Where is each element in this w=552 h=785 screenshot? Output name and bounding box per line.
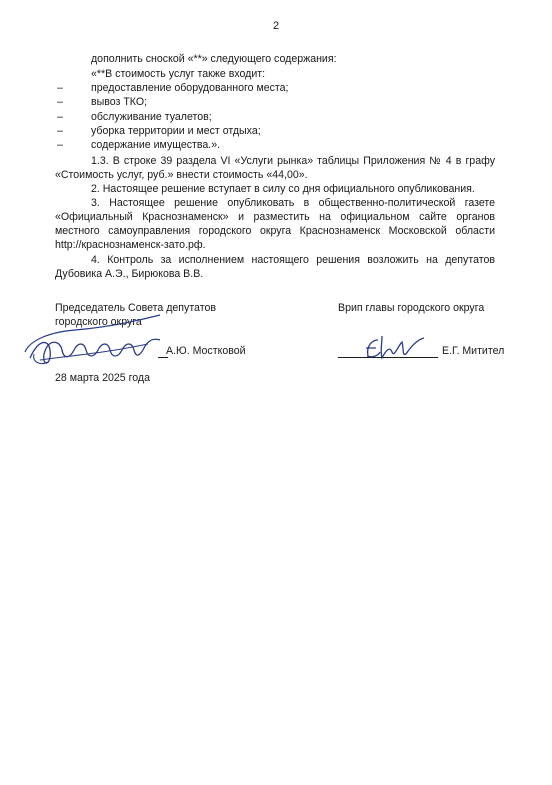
- intro-line-2: «**В стоимость услуг также входит:: [91, 68, 266, 80]
- chairman-name: А.Ю. Мостковой: [166, 345, 246, 357]
- head-name: Е.Г. Митител: [442, 345, 505, 357]
- chairman-title: Председатель Совета депутатов: [55, 302, 216, 314]
- head-title: Врип главы городского округа: [338, 302, 485, 314]
- paragraph-3-line-3: местного самоуправления городского округа Краснознаменск Московской области: [55, 225, 495, 237]
- paragraph-1-3-line-2: «Стоимость услуг, руб.» внести стоимость «44,00».: [55, 169, 308, 181]
- page-number: 2: [272, 20, 280, 32]
- paragraph-3-line-1: 3. Настоящее решение опубликовать в общественно-политической газете: [91, 197, 495, 209]
- paragraph-2: 2. Настоящее решение вступает в силу со дня официального опубликования.: [91, 183, 475, 195]
- bullet-text: содержание имущества.».: [91, 139, 221, 151]
- bullet-dash: –: [57, 111, 63, 123]
- paragraph-4-line-2: Дубовика А.Э., Бирюкова В.В.: [55, 268, 204, 280]
- bullet-dash: –: [57, 139, 63, 151]
- bullet-text: вывоз ТКО;: [91, 96, 148, 108]
- bullet-text: предоставление оборудованного места;: [91, 82, 289, 94]
- paragraph-3-line-2: «Официальный Краснознаменск» и разместить на официальном сайте органов: [55, 211, 495, 223]
- signature-left-image: [20, 310, 170, 380]
- bullet-dash: –: [57, 82, 63, 94]
- document-date: 28 марта 2025 года: [55, 372, 151, 384]
- paragraph-3-line-4: http://краснознаменск-зато.рф.: [55, 239, 206, 251]
- intro-line-1: дополнить сноской «**» следующего содержания:: [91, 53, 337, 65]
- paragraph-1-3-line-1: 1.3. В строке 39 раздела VI «Услуги рынка» таблицы Приложения № 4 в графу: [91, 155, 495, 167]
- paragraph-4-line-1: 4. Контроль за исполнением настоящего решения возложить на депутатов: [91, 254, 495, 266]
- bullet-dash: –: [57, 96, 63, 108]
- signature-right-image: [362, 330, 432, 366]
- bullet-dash: –: [57, 125, 63, 137]
- chairman-title-2: городского округа: [55, 316, 142, 328]
- bullet-text: уборка территории и мест отдыха;: [91, 125, 261, 137]
- bullet-text: обслуживание туалетов;: [91, 111, 212, 123]
